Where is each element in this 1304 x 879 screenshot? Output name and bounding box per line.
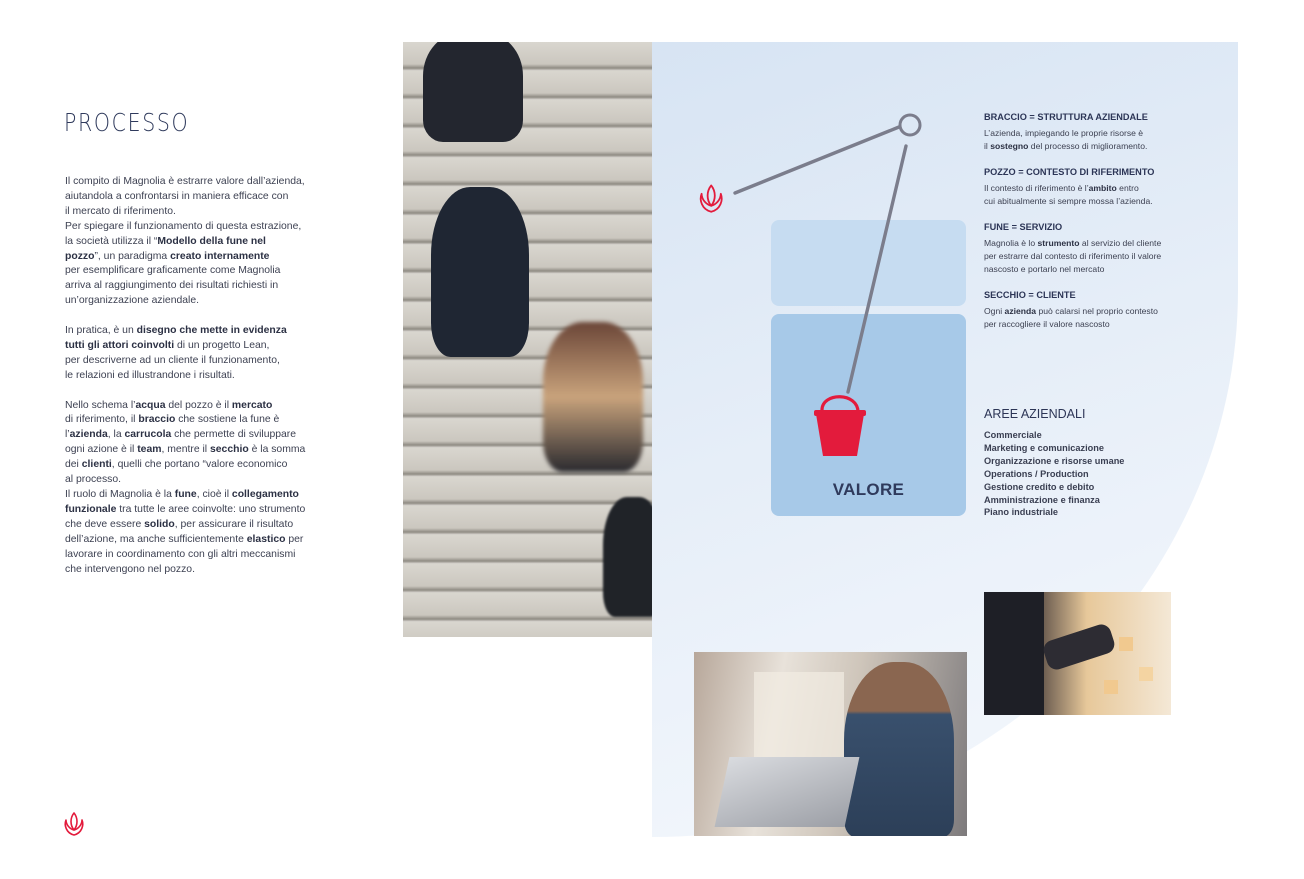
list-item: Gestione credito e debito [984,481,1095,492]
man-laptop-photo [694,652,967,836]
legend-pozzo [984,167,1199,208]
text-run: l’ [65,429,70,441]
list-item: Operations / Production [984,468,1089,479]
text-run: , mentre il [161,444,210,456]
text-run-bold: mercato [231,399,273,411]
text-run-bold: tutti gli attori coinvolti [65,339,175,351]
list-item: Piano industriale [984,507,1059,518]
text-run: Nello schema l’ [65,399,136,411]
legend-braccio [984,112,1199,153]
text-line: cui abitualmente si sempre mossa l’azienda. [984,196,1153,206]
text-run: Ogni [984,306,1005,316]
text-line: lavorare in coordinamento con gli altri meccanismi [65,548,296,560]
photo-person-shape [844,662,954,836]
list-item: Organizzazione e risorse umane [984,455,1125,466]
text-run: del pozzo è il [165,399,232,411]
text-line: arriva al raggiungimento dei risultati richiesti in [65,280,279,292]
intro-paragraph-1 [65,175,330,309]
text-line: Il compito di Magnolia è estrarre valore dall’azienda, [65,176,305,187]
well-upper-box [771,220,966,306]
text-run-bold: elastico [246,533,286,545]
text-run-bold: azienda [1004,306,1037,316]
legend-title: FUNE = SERVIZIO [984,222,1063,232]
aree-aziendali-list [984,407,1204,519]
text-line: che intervengono nel pozzo. [65,563,195,575]
text-run-bold: creato internamente [170,250,270,262]
text-run: del processo di miglioramento. [1028,141,1148,151]
text-run-bold: collegamento [231,489,299,500]
text-run: di un progetto Lean, [174,339,270,351]
text-run: dell’azione, ma anche sufficientemente [65,533,247,545]
walking-person-figure [603,497,652,617]
photo-arm-shape [1041,622,1117,672]
text-run: è la somma [248,444,306,456]
legend-text [984,305,1199,331]
text-line: le relazioni ed illustrandone i risultati. [65,369,235,381]
text-run: entro [1116,183,1139,193]
text-line: L’azienda, impiegando le proprie risorse è [984,128,1144,138]
text-run-bold: Modello della fune nel [157,235,266,247]
photo-postit-shape [1139,667,1153,681]
photo-window-shape [754,672,844,762]
text-run-bold: clienti [81,459,112,471]
text-line: per estrarre dal contesto di riferimento il valore [984,251,1162,261]
text-run-bold: ambito [1088,183,1117,193]
text-run: al servizio del cliente [1079,238,1162,248]
text-run: può calarsi nel proprio contesto [1036,306,1158,316]
legend-text [984,127,1199,153]
text-run: , per assicurare il risultato [174,518,294,530]
legend-title: SECCHIO = CLIENTE [984,290,1076,300]
intro-text [65,175,330,577]
photo-laptop-shape [715,757,860,827]
text-run: che deve essere [65,518,145,530]
text-run-bold: braccio [138,414,176,426]
text-line: al processo. [65,474,122,486]
legend-title: POZZO = CONTESTO DI RIFERIMENTO [984,167,1155,177]
text-run: di riferimento, il [65,414,139,426]
text-run: la società utilizza il “ [65,235,158,247]
valore-label: VALORE [832,480,905,499]
magnolia-logo-icon [63,811,85,837]
photo-suit-shape [984,592,1044,715]
text-run-bold: carrucola [124,429,172,441]
text-run-bold: solido [144,518,175,530]
text-run: ”, un paradigma [94,250,171,262]
text-run: che sostiene la fune è [175,414,280,426]
photo-postit-shape [1119,637,1133,651]
legend-text [984,182,1199,208]
text-line: per descriverne ad un cliente il funzionamento, [65,354,280,366]
walking-person-figure [423,42,523,142]
text-run-bold: sostegno [990,141,1029,151]
walking-person-figure [431,187,529,357]
aree-items [984,429,1204,519]
aree-title: AREE AZIENDALI [984,407,1086,421]
text-run-bold: disegno che mette in evidenza [136,325,287,337]
photo-postit-shape [1104,680,1118,694]
text-line: Per spiegare il funzionamento di questa estrazione, [65,220,302,232]
intro-paragraph-2 [65,324,330,384]
text-run: , la [107,429,125,441]
text-line: nascosto e portarlo nel mercato [984,264,1105,274]
text-run: dei [65,459,82,471]
page-title: PROCESSO [64,108,190,137]
text-run-bold: acqua [135,399,166,411]
text-run-bold: secchio [210,444,249,456]
text-run-bold: fune [174,489,197,500]
text-run: il [984,141,991,151]
list-item: Marketing e comunicazione [984,442,1104,453]
walking-person-figure [543,322,643,472]
text-run: ogni azione è il [65,444,138,456]
text-line: un’organizzazione aziendale. [65,295,200,307]
hand-postit-photo [984,592,1171,715]
text-run: Il ruolo di Magnolia è la [65,489,175,500]
intro-paragraph-3 [65,399,330,578]
legend-text [984,237,1199,276]
text-run: per [285,533,304,545]
text-run-bold: team [137,444,162,456]
text-line: per raccogliere il valore nascosto [984,319,1110,329]
text-line: aiutandola a confrontarsi in maniera efficace con [65,190,289,202]
text-line: il mercato di riferimento. [65,205,176,217]
text-run: , cioè il [196,489,232,500]
text-run: Magnolia è lo [984,238,1038,248]
legend-secchio [984,290,1199,331]
legend-fune [984,222,1199,276]
text-run: Il contesto di riferimento è l’ [984,183,1089,193]
text-run: In pratica, è un [65,325,137,337]
text-run-bold: azienda [69,429,108,441]
text-run: , quelli che portano “valore economico [111,459,288,471]
text-run-bold: funzionale [65,503,117,515]
list-item: Commerciale [984,430,1042,440]
text-line: per esemplificare graficamente come Magnolia [65,265,281,277]
list-item: Amministrazione e finanza [984,494,1100,505]
legend-title: BRACCIO = STRUTTURA AZIENDALE [984,112,1148,122]
text-run-bold: strumento [1037,238,1080,248]
text-run: tra tutte le aree coinvolte: uno strumento [116,503,306,515]
text-run: che permette di sviluppare [171,429,297,441]
text-run-bold: pozzo [65,250,95,262]
stairs-photo [403,42,652,637]
